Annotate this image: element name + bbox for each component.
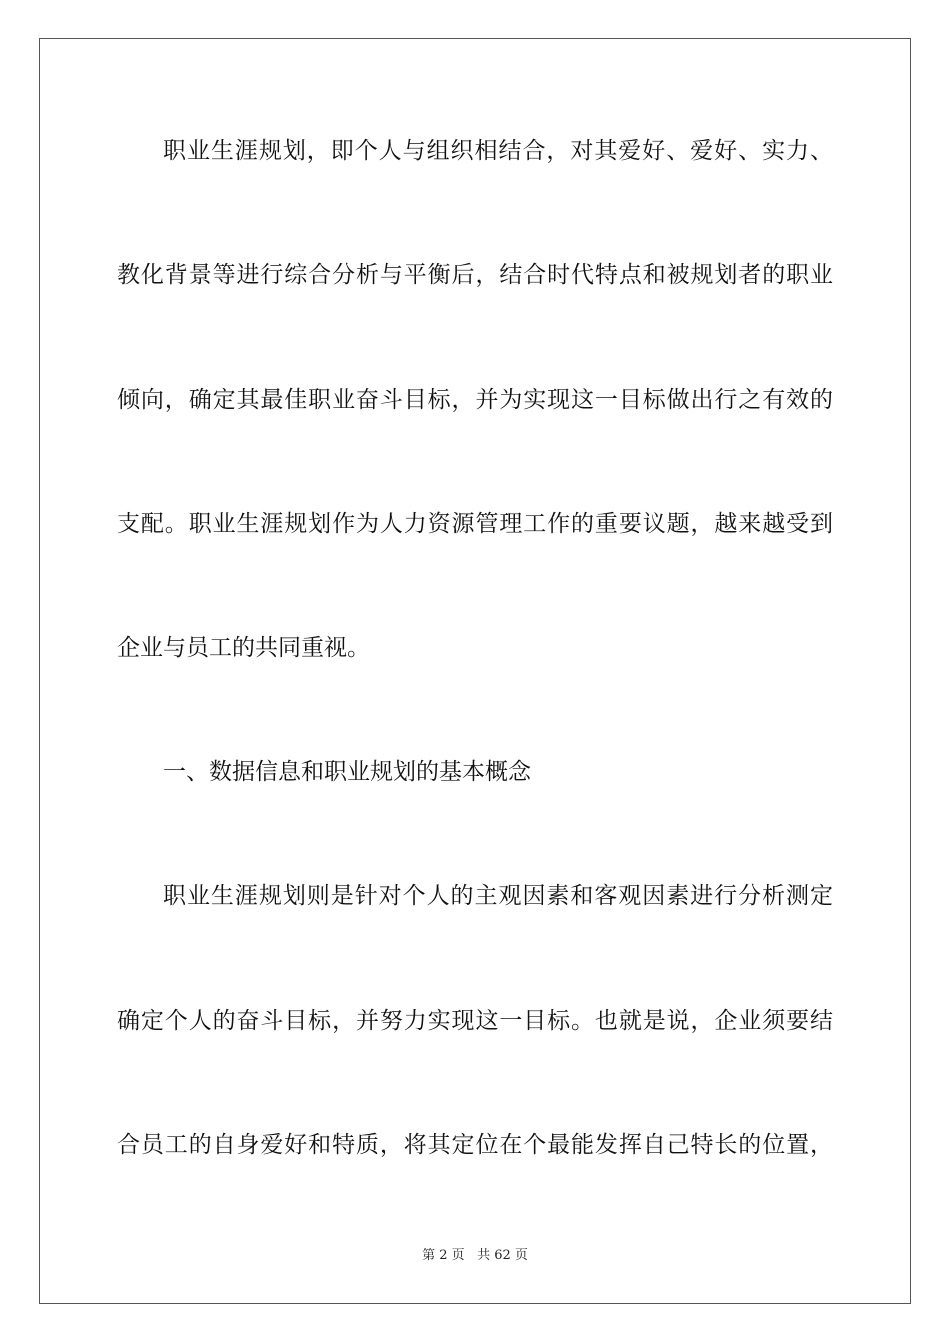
page-footer xyxy=(0,1247,950,1265)
page-number: 第 2 页 xyxy=(422,1248,465,1263)
paragraph-1-line-2: 教化背景等进行综合分析与平衡后，结合时代特点和被规划者的职业 xyxy=(117,262,833,288)
paragraph-1-line-4: 支配。职业生涯规划作为人力资源管理工作的重要议题，越来越受到 xyxy=(117,511,833,537)
total-pages: 共 62 页 xyxy=(477,1248,528,1263)
paragraph-2-line-3: 合员工的自身爱好和特质，将其定位在个最能发挥自己特长的位置， xyxy=(117,1132,833,1158)
section-heading: 一、数据信息和职业规划的基本概念 xyxy=(163,759,531,785)
paragraph-2-line-1: 职业生涯规划则是针对个人的主观因素和客观因素进行分析测定 xyxy=(163,883,833,909)
page-border xyxy=(39,38,911,1304)
paragraph-1-line-1: 职业生涯规划，即个人与组织相结合，对其爱好、爱好、实力、 xyxy=(163,138,833,164)
paragraph-1-line-5: 企业与员工的共同重视。 xyxy=(117,635,370,661)
paragraph-1-line-3: 倾向，确定其最佳职业奋斗目标，并为实现这一目标做出行之有效的 xyxy=(117,387,833,413)
paragraph-2-line-2: 确定个人的奋斗目标，并努力实现这一目标。也就是说，企业须要结 xyxy=(117,1008,833,1034)
